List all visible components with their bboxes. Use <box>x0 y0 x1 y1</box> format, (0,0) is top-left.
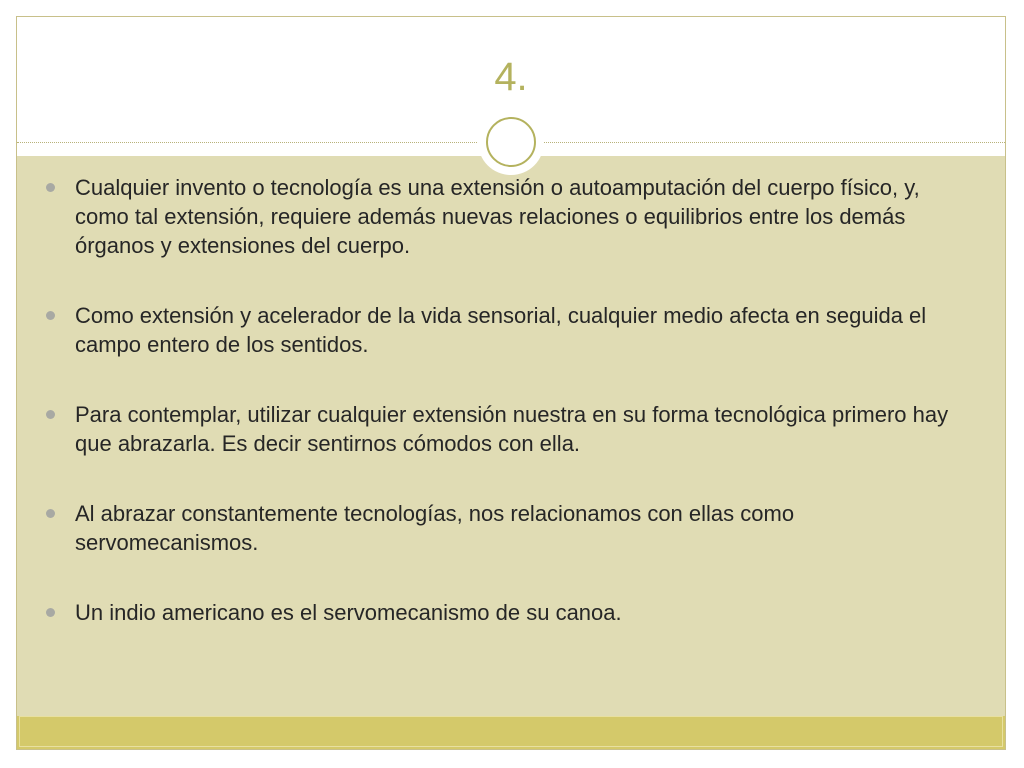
bullet-text: Para contemplar, utilizar cualquier extensión nuestra en su forma tecnológica primero hay que abrazarla. Es decir sentirnos cómodos con ella. <box>75 402 949 456</box>
bullet-text: Un indio americano es el servomecanismo de su canoa. <box>75 600 622 625</box>
bullet-text: Al abrazar constantemente tecnologías, nos relacionamos con ellas como servomecanismos. <box>75 501 795 555</box>
bullet-item <box>45 400 975 458</box>
bullet-item <box>45 598 975 627</box>
bullet-dot-icon <box>46 608 55 617</box>
ring-ornament-icon <box>486 117 536 167</box>
bullet-item <box>45 499 975 557</box>
bullet-item <box>45 173 975 260</box>
bullet-item <box>45 301 975 359</box>
bullet-text: Cualquier invento o tecnología es una extensión o autoamputación del cuerpo físico, y, como tal extensión, requiere además nuevas relaciones o equilibrios entre los demás órganos y extensiones del cuerpo. <box>75 175 920 258</box>
bullet-dot-icon <box>46 410 55 419</box>
bullet-dot-icon <box>46 311 55 320</box>
bullet-text: Como extensión y acelerador de la vida sensorial, cualquier medio afecta en seguida el campo entero de los sentidos. <box>75 303 927 357</box>
bullet-list <box>45 173 975 668</box>
bullet-dot-icon <box>46 183 55 192</box>
slide-title: 4. <box>494 55 528 99</box>
bullet-dot-icon <box>46 509 55 518</box>
